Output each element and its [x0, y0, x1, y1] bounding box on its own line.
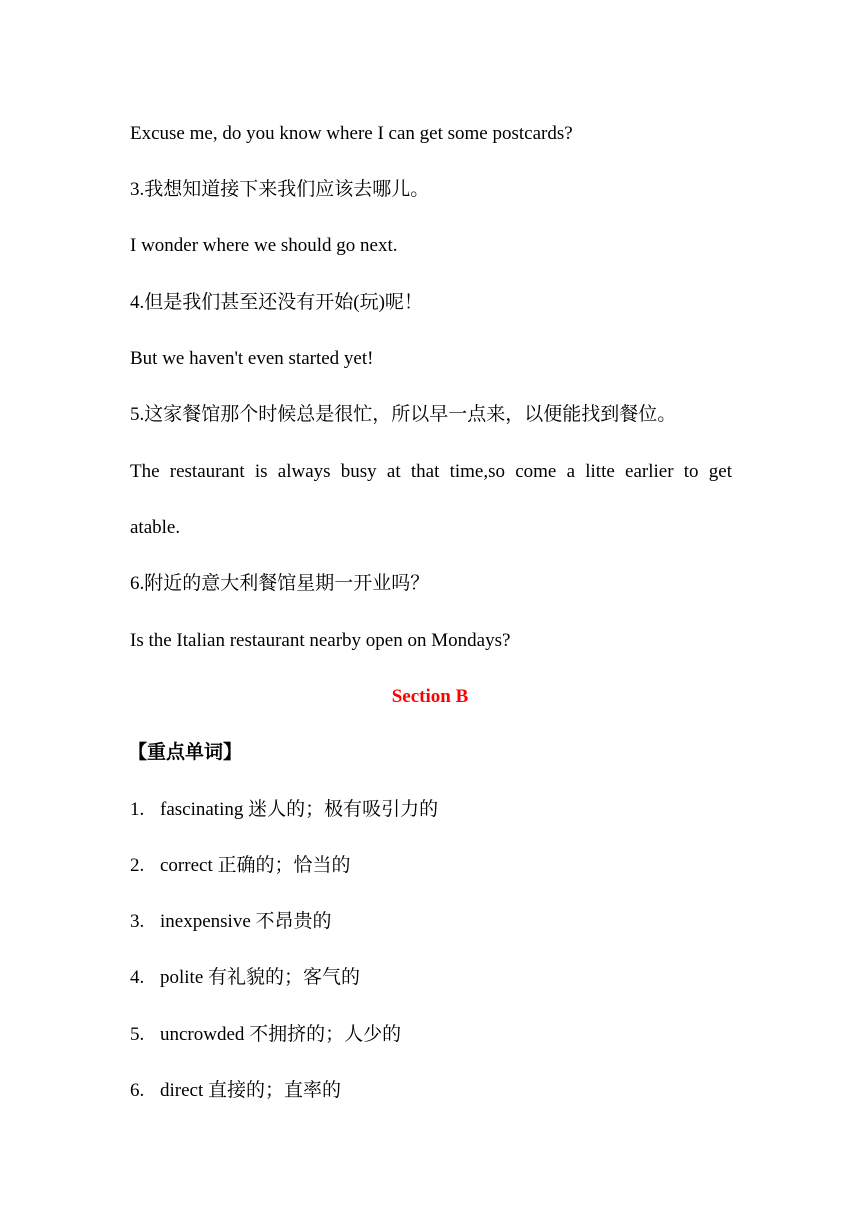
- sentence-4-chinese: 4.但是我们甚至还没有开始(玩)呢！: [130, 292, 423, 313]
- vocab-item: [130, 854, 351, 878]
- sentence-4-english: But we haven't even started yet!: [130, 348, 374, 369]
- vocab-item: [130, 798, 438, 822]
- vocab-item: [130, 1079, 341, 1103]
- vocab-meaning: 有礼貌的；客气的: [208, 967, 361, 988]
- vocab-number: 5.: [130, 1024, 145, 1045]
- vocab-number: 3.: [130, 911, 145, 932]
- vocab-item: [130, 966, 360, 990]
- vocab-word: direct: [160, 1080, 209, 1101]
- sentence-2-english: Excuse me, do you know where I can get some postcards?: [130, 123, 573, 144]
- vocab-item: [130, 1023, 401, 1047]
- vocab-word: correct: [160, 855, 218, 876]
- vocab-item: [130, 910, 332, 934]
- vocab-word: polite: [160, 967, 209, 988]
- vocab-meaning: 不拥挤的；人少的: [249, 1024, 402, 1045]
- sentence-3-english: I wonder where we should go next.: [130, 235, 398, 256]
- sentence-6-english: Is the Italian restaurant nearby open on Mondays?: [130, 630, 511, 651]
- vocab-word: inexpensive: [160, 911, 256, 932]
- vocab-number: 1.: [130, 799, 145, 820]
- vocab-meaning: 正确的；恰当的: [217, 855, 351, 876]
- vocab-number: 4.: [130, 967, 145, 988]
- sentence-5-chinese: 5.这家餐馆那个时候总是很忙，所以早一点来，以便能找到餐位。: [130, 404, 677, 425]
- sentence-5-english-line-1: The restaurant is always busy at that time,so come a litte earlier to get: [130, 461, 732, 482]
- vocab-meaning: 迷人的；极有吸引力的: [248, 799, 439, 820]
- sentence-6-chinese: 6.附近的意大利餐馆星期一开业吗？: [130, 573, 430, 594]
- vocab-heading: 【重点单词】: [128, 742, 243, 763]
- vocab-number: 6.: [130, 1080, 145, 1101]
- vocab-meaning: 直接的；直率的: [208, 1080, 342, 1101]
- vocab-word: uncrowded: [160, 1024, 250, 1045]
- section-title: Section B: [391, 686, 469, 707]
- vocab-meaning: 不昂贵的: [255, 911, 332, 932]
- sentence-3-chinese: 3.我想知道接下来我们应该去哪儿。: [130, 179, 430, 200]
- vocab-number: 2.: [130, 855, 145, 876]
- vocab-word: fascinating: [160, 799, 249, 820]
- sentence-5-english-line-2: atable.: [130, 517, 181, 538]
